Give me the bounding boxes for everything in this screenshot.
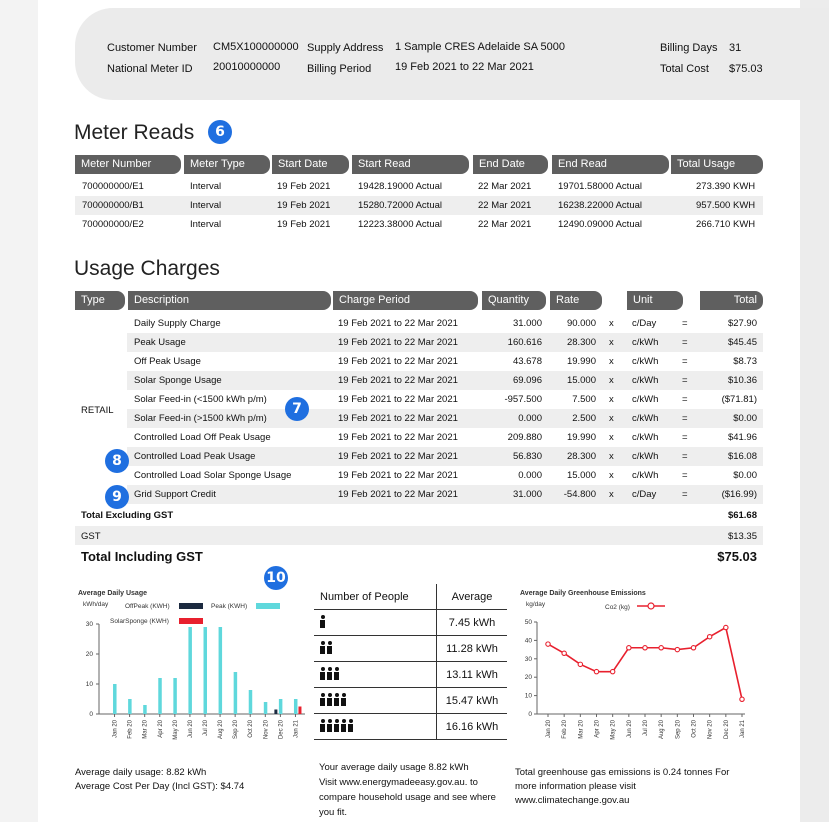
average-daily-usage-chart (75, 585, 310, 755)
charge-cell: Solar Feed-in (>1500 kWh p/m) (134, 413, 267, 424)
multiply-sign: x (609, 375, 614, 386)
charge-cell: 19 Feb 2021 to 22 Mar 2021 (338, 356, 458, 367)
x-tick-label: Aug 20 (218, 720, 225, 740)
household-average: 11.28 kWh (437, 636, 508, 662)
bar-peak (158, 678, 162, 714)
multiply-sign: x (609, 394, 614, 405)
legend-label: Peak (KWH) (211, 603, 248, 610)
callout-badge-10: 10 (264, 566, 288, 590)
charge-cell: 19 Feb 2021 to 22 Mar 2021 (338, 394, 458, 405)
charge-row (127, 466, 763, 485)
table-cell: 15280.72000 Actual (358, 200, 442, 211)
person-icon (327, 719, 332, 732)
callout-badge-7: 7 (285, 397, 309, 421)
multiply-sign: x (609, 318, 614, 329)
equals-sign: = (682, 394, 688, 405)
charge-total: $27.90 (727, 318, 757, 329)
table-cell: 266.710 KWH (696, 219, 756, 230)
x-tick-label: Jul 20 (203, 720, 209, 737)
equals-sign: = (682, 489, 688, 500)
charge-row (127, 333, 763, 352)
x-tick-label: Jun 20 (187, 720, 194, 739)
gst-row (75, 526, 763, 545)
table-cell: 19 Feb 2021 (277, 181, 331, 192)
greenhouse-emissions-chart (515, 585, 755, 755)
y-tick-label: 30 (524, 655, 532, 663)
emissions-note-3: www.climatechange.gov.au (515, 795, 630, 806)
billing-days-value: 31 (729, 42, 742, 54)
x-tick-label: Dec 20 (278, 720, 285, 740)
total-cost-label: Total Cost (660, 63, 709, 75)
table-cell: Interval (190, 219, 222, 230)
people-header: Number of People (314, 584, 437, 610)
supply-address-value: 1 Sample CRES Adelaide SA 5000 (395, 41, 566, 53)
people-icons (314, 688, 437, 714)
household-average: 15.47 kWh (437, 688, 508, 714)
table-row (75, 196, 763, 215)
charge-cell: Controlled Load Solar Sponge Usage (134, 470, 292, 481)
equals-sign: = (682, 318, 688, 329)
person-icon (348, 719, 353, 732)
charge-cell: c/kWh (632, 337, 659, 348)
charge-cell: c/kWh (632, 470, 659, 481)
equals-sign: = (682, 337, 688, 348)
charge-cell: 7.500 (572, 394, 596, 405)
table-row (314, 636, 507, 662)
charge-cell: c/Day (632, 318, 657, 329)
callout-badge-9: 9 (105, 485, 129, 509)
x-tick-label: Jan 20 (546, 720, 552, 739)
charge-cell: 28.300 (566, 451, 596, 462)
co2-point (610, 669, 614, 673)
x-tick-label: Mar 20 (142, 720, 149, 739)
meter-reads-title: Meter Reads (74, 121, 195, 144)
nmi-value: 20010000000 (213, 61, 281, 73)
bar-peak (249, 690, 253, 714)
table-row (75, 177, 763, 196)
comparison-note-3: compare household usage and see where (319, 792, 496, 803)
table-cell: Interval (190, 200, 222, 211)
meter-col-header: End Read (552, 155, 669, 174)
person-icon (320, 667, 325, 680)
charge-cell: 160.616 (507, 337, 542, 348)
co2-point (724, 625, 728, 629)
table-cell: 700000000/E2 (82, 219, 144, 230)
meter-col-header: Start Date (272, 155, 349, 174)
bar-peak (173, 678, 177, 714)
bar-peak (188, 627, 192, 714)
table-row (314, 688, 507, 714)
charge-cell: 0.000 (518, 413, 542, 424)
household-average: 16.16 kWh (437, 714, 508, 740)
charge-cell: 2.500 (572, 413, 596, 424)
comparison-note-1: Your average daily usage 8.82 kWh (319, 762, 469, 773)
billing-period-value: 19 Feb 2021 to 22 Mar 2021 (395, 61, 534, 73)
table-row (314, 610, 507, 636)
table-cell: 19 Feb 2021 (277, 200, 331, 211)
charge-cell: Off Peak Usage (134, 356, 201, 367)
charge-cell: c/kWh (632, 394, 659, 405)
co2-point (627, 646, 631, 650)
charge-cell: -54.800 (563, 489, 596, 500)
x-tick-label: Sep 20 (233, 720, 240, 740)
person-icon (327, 667, 332, 680)
y-tick-label: 50 (524, 619, 532, 626)
charge-cell: 209.880 (507, 432, 542, 443)
equals-sign: = (682, 356, 688, 367)
supply-address-label: Supply Address (307, 42, 384, 54)
bar-peak (264, 702, 268, 714)
charge-row (127, 428, 763, 447)
charge-row (127, 314, 763, 333)
chart-title: Average Daily Usage (78, 590, 147, 597)
people-icons (314, 636, 437, 662)
x-tick-label: Jun 20 (626, 720, 633, 739)
equals-sign: = (682, 413, 688, 424)
total-cost-value: $75.03 (729, 63, 763, 75)
people-icons (314, 610, 437, 636)
charge-cell: c/kWh (632, 432, 659, 443)
x-tick-label: May 20 (610, 720, 617, 740)
charge-cell: Grid Support Credit (134, 489, 216, 500)
usage-col-header: Unit (627, 291, 683, 310)
x-tick-label: Feb 20 (562, 720, 569, 739)
table-cell: 273.390 KWH (696, 181, 756, 192)
charge-total: $0.00 (733, 413, 757, 424)
equals-sign: = (682, 451, 688, 462)
x-tick-label: Feb 20 (127, 720, 134, 739)
co2-point (675, 647, 679, 651)
customer-number-value: CM5X100000000 (213, 41, 299, 53)
person-icon (341, 693, 346, 706)
charge-cell: 15.000 (566, 470, 596, 481)
charge-cell: 19 Feb 2021 to 22 Mar 2021 (338, 470, 458, 481)
y-tick-label: 10 (524, 692, 532, 700)
x-tick-label: Jul 20 (643, 720, 649, 737)
bar-peak (294, 699, 298, 714)
charge-cell: 19 Feb 2021 to 22 Mar 2021 (338, 337, 458, 348)
usage-col-header: Quantity (482, 291, 546, 310)
bar-peak (143, 705, 147, 714)
table-cell: 16238.22000 Actual (558, 200, 642, 211)
charge-cell: 0.000 (518, 470, 542, 481)
bar-peak (113, 684, 117, 714)
bar-peak (128, 699, 132, 714)
bar-offpeak (274, 710, 277, 715)
charge-cell: 19 Feb 2021 to 22 Mar 2021 (338, 489, 458, 500)
x-tick-label: Aug 20 (659, 720, 666, 740)
charge-row (127, 352, 763, 371)
bar-solarsponge (298, 707, 301, 715)
charge-cell: 90.000 (566, 318, 596, 329)
avg-usage-text: Average daily usage: 8.82 kWh (75, 767, 207, 778)
x-tick-label: Oct 20 (691, 720, 698, 738)
people-icons (314, 662, 437, 688)
charge-cell: Solar Feed-in (<1500 kWh p/m) (134, 394, 267, 405)
x-tick-label: Nov 20 (707, 720, 714, 740)
y-tick-label: 20 (85, 651, 93, 658)
co2-point (643, 646, 647, 650)
table-cell: 19701.58000 Actual (558, 181, 642, 192)
x-tick-label: Sep 20 (675, 720, 682, 740)
table-cell: 22 Mar 2021 (478, 219, 532, 230)
co2-point (691, 646, 695, 650)
person-icon (327, 641, 332, 654)
multiply-sign: x (609, 470, 614, 481)
charge-cell: 69.096 (512, 375, 542, 386)
charge-cell: Solar Sponge Usage (134, 375, 222, 386)
charge-total: $10.36 (727, 375, 757, 386)
charge-cell: 19 Feb 2021 to 22 Mar 2021 (338, 451, 458, 462)
charge-row (127, 390, 763, 409)
gst-value: $13.35 (727, 531, 757, 542)
person-icon (320, 615, 325, 628)
charge-cell: 15.000 (566, 375, 596, 386)
bar-peak (279, 699, 283, 714)
table-row (314, 714, 507, 740)
person-icon (341, 719, 346, 732)
total-incl-gst-label: Total Including GST (81, 549, 203, 564)
bar-peak (204, 627, 208, 714)
table-header-row (314, 584, 507, 610)
table-row (75, 215, 763, 234)
equals-sign: = (682, 470, 688, 481)
co2-point (546, 642, 550, 646)
person-icon (327, 693, 332, 706)
x-tick-label: Jan 21 (293, 720, 300, 739)
legend-label: SolarSponge (KWH) (110, 618, 169, 625)
charge-row (127, 371, 763, 390)
table-row (314, 662, 507, 688)
retail-type-label: RETAIL (81, 405, 114, 416)
total-excl-gst-value: $61.68 (727, 510, 757, 521)
table-cell: 19 Feb 2021 (277, 219, 331, 230)
y-tick-label: 0 (528, 711, 532, 718)
charge-cell: c/Day (632, 489, 657, 500)
bar-peak (234, 672, 238, 714)
gst-label: GST (81, 531, 101, 542)
charge-cell: c/kWh (632, 375, 659, 386)
charge-cell: 19 Feb 2021 to 22 Mar 2021 (338, 432, 458, 443)
multiply-sign: x (609, 451, 614, 462)
charge-cell: c/kWh (632, 413, 659, 424)
charge-cell: 19.990 (566, 356, 596, 367)
charge-total: $16.08 (727, 451, 757, 462)
charge-cell: Controlled Load Peak Usage (134, 451, 256, 462)
charge-total: $0.00 (733, 470, 757, 481)
x-tick-label: Oct 20 (248, 720, 255, 738)
page-margin-left (0, 0, 38, 822)
total-incl-gst-value: $75.03 (717, 549, 757, 564)
multiply-sign: x (609, 413, 614, 424)
x-tick-label: Jan 20 (112, 720, 119, 739)
table-cell: 19428.19000 Actual (358, 181, 442, 192)
nmi-label: National Meter ID (107, 63, 193, 75)
charge-cell: 31.000 (512, 318, 542, 329)
charge-cell: 56.830 (512, 451, 542, 462)
charge-cell: Peak Usage (134, 337, 186, 348)
charge-total: $8.73 (733, 356, 757, 367)
page-margin-right (800, 0, 829, 822)
average-header: Average (437, 584, 508, 610)
comparison-note-4: you fit. (319, 807, 347, 818)
people-icons (314, 714, 437, 740)
legend-swatch-solarsponge (179, 618, 203, 624)
household-average: 7.45 kWh (437, 610, 508, 636)
multiply-sign: x (609, 337, 614, 348)
y-tick-label: 40 (524, 637, 532, 645)
y-tick-label: 10 (85, 681, 93, 688)
charge-cell: 43.678 (512, 356, 542, 367)
charge-cell: Daily Supply Charge (134, 318, 221, 329)
charge-total: $41.96 (727, 432, 757, 443)
co2-point (562, 651, 566, 655)
x-tick-label: Dec 20 (723, 720, 730, 740)
co2-point (659, 646, 663, 650)
charge-row (127, 485, 763, 504)
co2-line (548, 628, 742, 700)
charge-cell: 31.000 (512, 489, 542, 500)
meter-col-header: Start Read (352, 155, 469, 174)
y-axis-label: kWh/day (83, 601, 109, 608)
person-icon (334, 693, 339, 706)
comparison-note-2: Visit www.energymadeeasy.gov.au. to (319, 777, 478, 788)
charge-row (127, 447, 763, 466)
x-tick-label: Mar 20 (578, 720, 585, 739)
multiply-sign: x (609, 489, 614, 500)
household-average: 13.11 kWh (437, 662, 508, 688)
co2-point (707, 635, 711, 639)
y-axis-label: kg/day (526, 601, 546, 608)
total-excl-gst-label: Total Excluding GST (81, 510, 174, 521)
table-cell: 957.500 KWH (696, 200, 756, 211)
table-cell: 22 Mar 2021 (478, 181, 532, 192)
chart-title: Average Daily Greenhouse Emissions (520, 590, 646, 597)
table-cell: 12223.38000 Actual (358, 219, 442, 230)
emissions-note-1: Total greenhouse gas emissions is 0.24 tonnes For (515, 767, 730, 778)
meter-col-header: Meter Type (184, 155, 270, 174)
avg-cost-text: Average Cost Per Day (Incl GST): $4.74 (75, 781, 245, 792)
callout-badge-8: 8 (105, 449, 129, 473)
bar-peak (219, 627, 223, 714)
x-tick-label: May 20 (172, 720, 179, 740)
charge-cell: 19 Feb 2021 to 22 Mar 2021 (338, 318, 458, 329)
multiply-sign: x (609, 356, 614, 367)
meter-col-header: End Date (473, 155, 548, 174)
usage-col-header: Charge Period (333, 291, 478, 310)
legend-swatch-offpeak (179, 603, 203, 609)
charge-cell: c/kWh (632, 451, 659, 462)
multiply-sign: x (609, 432, 614, 443)
legend-label: OffPeak (KWH) (125, 603, 170, 610)
charge-cell: c/kWh (632, 356, 659, 367)
emissions-note-2: more information please visit (515, 781, 636, 792)
usage-col-header: Description (128, 291, 331, 310)
usage-col-header: Rate (550, 291, 602, 310)
meter-col-header: Meter Number (75, 155, 181, 174)
table-cell: 700000000/E1 (82, 181, 144, 192)
charge-cell: Controlled Load Off Peak Usage (134, 432, 271, 443)
billing-period-label: Billing Period (307, 63, 372, 75)
charge-row (127, 409, 763, 428)
charge-cell: 19 Feb 2021 to 22 Mar 2021 (338, 375, 458, 386)
household-comparison-table (314, 584, 507, 740)
charge-cell: 28.300 (566, 337, 596, 348)
co2-point (578, 662, 582, 666)
y-tick-label: 20 (524, 674, 532, 682)
legend-marker (648, 603, 654, 609)
person-icon (320, 719, 325, 732)
callout-badge-6: 6 (208, 120, 232, 144)
equals-sign: = (682, 375, 688, 386)
y-tick-label: 0 (89, 711, 93, 718)
table-cell: 700000000/B1 (82, 200, 144, 211)
charge-cell: 19 Feb 2021 to 22 Mar 2021 (338, 413, 458, 424)
person-icon (320, 641, 325, 654)
usage-col-header: Type (75, 291, 125, 310)
usage-charges-title: Usage Charges (74, 257, 220, 280)
table-cell: 12490.09000 Actual (558, 219, 642, 230)
account-summary-panel (75, 8, 829, 100)
person-icon (334, 719, 339, 732)
billing-days-label: Billing Days (660, 42, 718, 54)
charge-total: $45.45 (727, 337, 757, 348)
y-tick-label: 30 (85, 621, 93, 628)
meter-col-header: Total Usage (671, 155, 763, 174)
charge-total: ($71.81) (721, 394, 757, 405)
person-icon (320, 693, 325, 706)
x-tick-label: Apr 20 (157, 720, 164, 738)
equals-sign: = (682, 432, 688, 443)
x-tick-label: Apr 20 (594, 720, 601, 738)
customer-number-label: Customer Number (107, 42, 197, 54)
charge-total: ($16.99) (721, 489, 757, 500)
charge-cell: -957.500 (504, 394, 542, 405)
charge-cell: 19.990 (566, 432, 596, 443)
table-cell: 22 Mar 2021 (478, 200, 532, 211)
co2-point (594, 669, 598, 673)
usage-col-header: Total (700, 291, 763, 310)
legend-label: Co2 (kg) (605, 604, 630, 611)
person-icon (334, 667, 339, 680)
x-tick-label: Nov 20 (263, 720, 270, 740)
table-cell: Interval (190, 181, 222, 192)
co2-point (740, 697, 744, 701)
x-tick-label: Jan 21 (740, 720, 746, 739)
legend-swatch-peak (256, 603, 280, 609)
